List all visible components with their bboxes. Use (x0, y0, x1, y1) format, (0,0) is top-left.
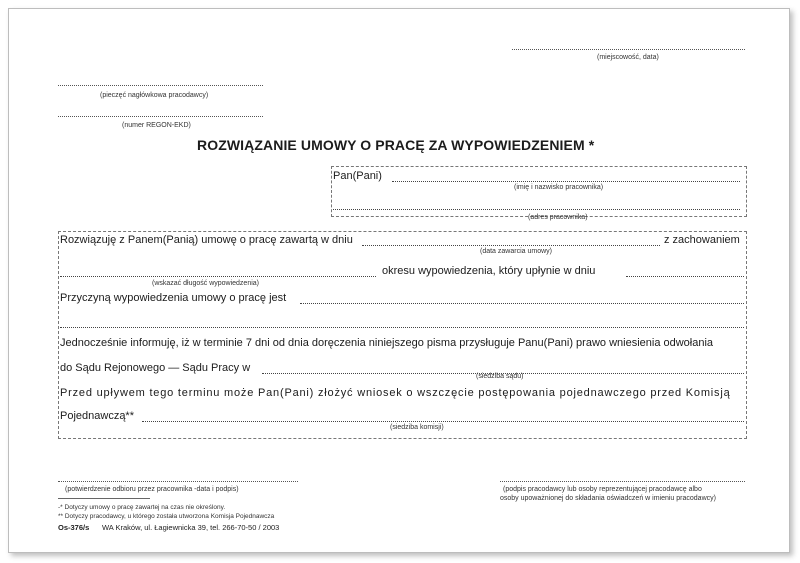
employer-signature-caption-2: osoby upoważnionej do składania oświadczeń w imieniu pracodawcy) (500, 495, 716, 502)
termination-reason-label: Przyczyną wypowiedzenia umowy o pracę jest (60, 292, 287, 304)
place-date-caption: (miejscowość, data) (597, 54, 659, 61)
conciliation-commission-field[interactable] (142, 421, 744, 422)
termination-line-start: Rozwiązuję z Panem(Panią) umowę o pracę zawartą w dniu (60, 234, 353, 246)
recipient-name-field[interactable] (392, 181, 740, 182)
conciliation-info-text: Przed upływem tego terminu może Pan(Pani) złożyć wniosek o wszczęcie postępowania pojednawczego przed Komisją (60, 387, 731, 399)
recipient-label: Pan(Pani) (333, 170, 382, 182)
place-date-line[interactable] (512, 49, 745, 50)
form-code: Os-376/s (58, 523, 90, 532)
conciliation-commission-caption: (siedziba komisji) (390, 424, 444, 431)
recipient-address-field[interactable] (333, 209, 740, 210)
labor-court-label: do Sądu Rejonowego — Sądu Pracy w (60, 362, 251, 374)
notice-period-text: okresu wypowiedzenia, który upłynie w dniu (382, 265, 596, 277)
footnote-divider (58, 498, 150, 499)
recipient-name-caption: (imię i nazwisko pracownika) (514, 184, 604, 191)
conciliation-commission-label: Pojednawczą** (60, 410, 134, 422)
employer-stamp-caption: (pieczęć nagłówkowa pracodawcy) (100, 92, 209, 99)
footnote-1: -* Dotyczy umowy o pracę zawartej na czas nie określony. (58, 504, 226, 511)
document-title: ROZWIĄZANIE UMOWY O PRACĘ ZA WYPOWIEDZENIEM * (197, 137, 595, 153)
notice-period-field[interactable] (60, 276, 376, 277)
contract-date-field[interactable] (362, 245, 660, 246)
notice-period-caption: (wskazać długość wypowiedzenia) (152, 280, 259, 287)
employer-stamp-line[interactable] (58, 85, 263, 86)
employee-signature-caption: (potwierdzenie odbioru przez pracownika -data i podpis) (65, 486, 239, 493)
regon-caption: (numer REGON-EKD) (122, 122, 191, 129)
notice-end-date-field[interactable] (626, 276, 744, 277)
employer-signature-line[interactable] (500, 481, 745, 482)
publisher-info: WA Kraków, ul. Łagiewnicka 39, tel. 266-70-50 / 2003 (102, 523, 280, 532)
appeal-info-text: Jednocześnie informuję, iż w terminie 7 dni od dnia doręczenia niniejszego pisma przysługuje Panu(Pani) prawo wniesienia odwołania (60, 337, 714, 349)
contract-date-caption: (data zawarcia umowy) (480, 248, 552, 255)
termination-line-end: z zachowaniem (664, 234, 740, 246)
main-body-box (58, 231, 747, 439)
employer-signature-caption-1: (podpis pracodawcy lub osoby reprezentującej pracodawcę albo (503, 486, 702, 493)
termination-reason-field[interactable] (300, 303, 744, 304)
footnote-2: ** Dotyczy pracodawcy, u którego została utworzona Komisja Pojednawcza (58, 513, 275, 520)
recipient-address-caption: (adres pracownika) (528, 214, 588, 221)
employee-signature-line[interactable] (58, 481, 298, 482)
regon-line[interactable] (58, 116, 263, 117)
termination-reason-field-2[interactable] (60, 327, 744, 328)
labor-court-caption: (siedziba sądu) (476, 373, 524, 380)
